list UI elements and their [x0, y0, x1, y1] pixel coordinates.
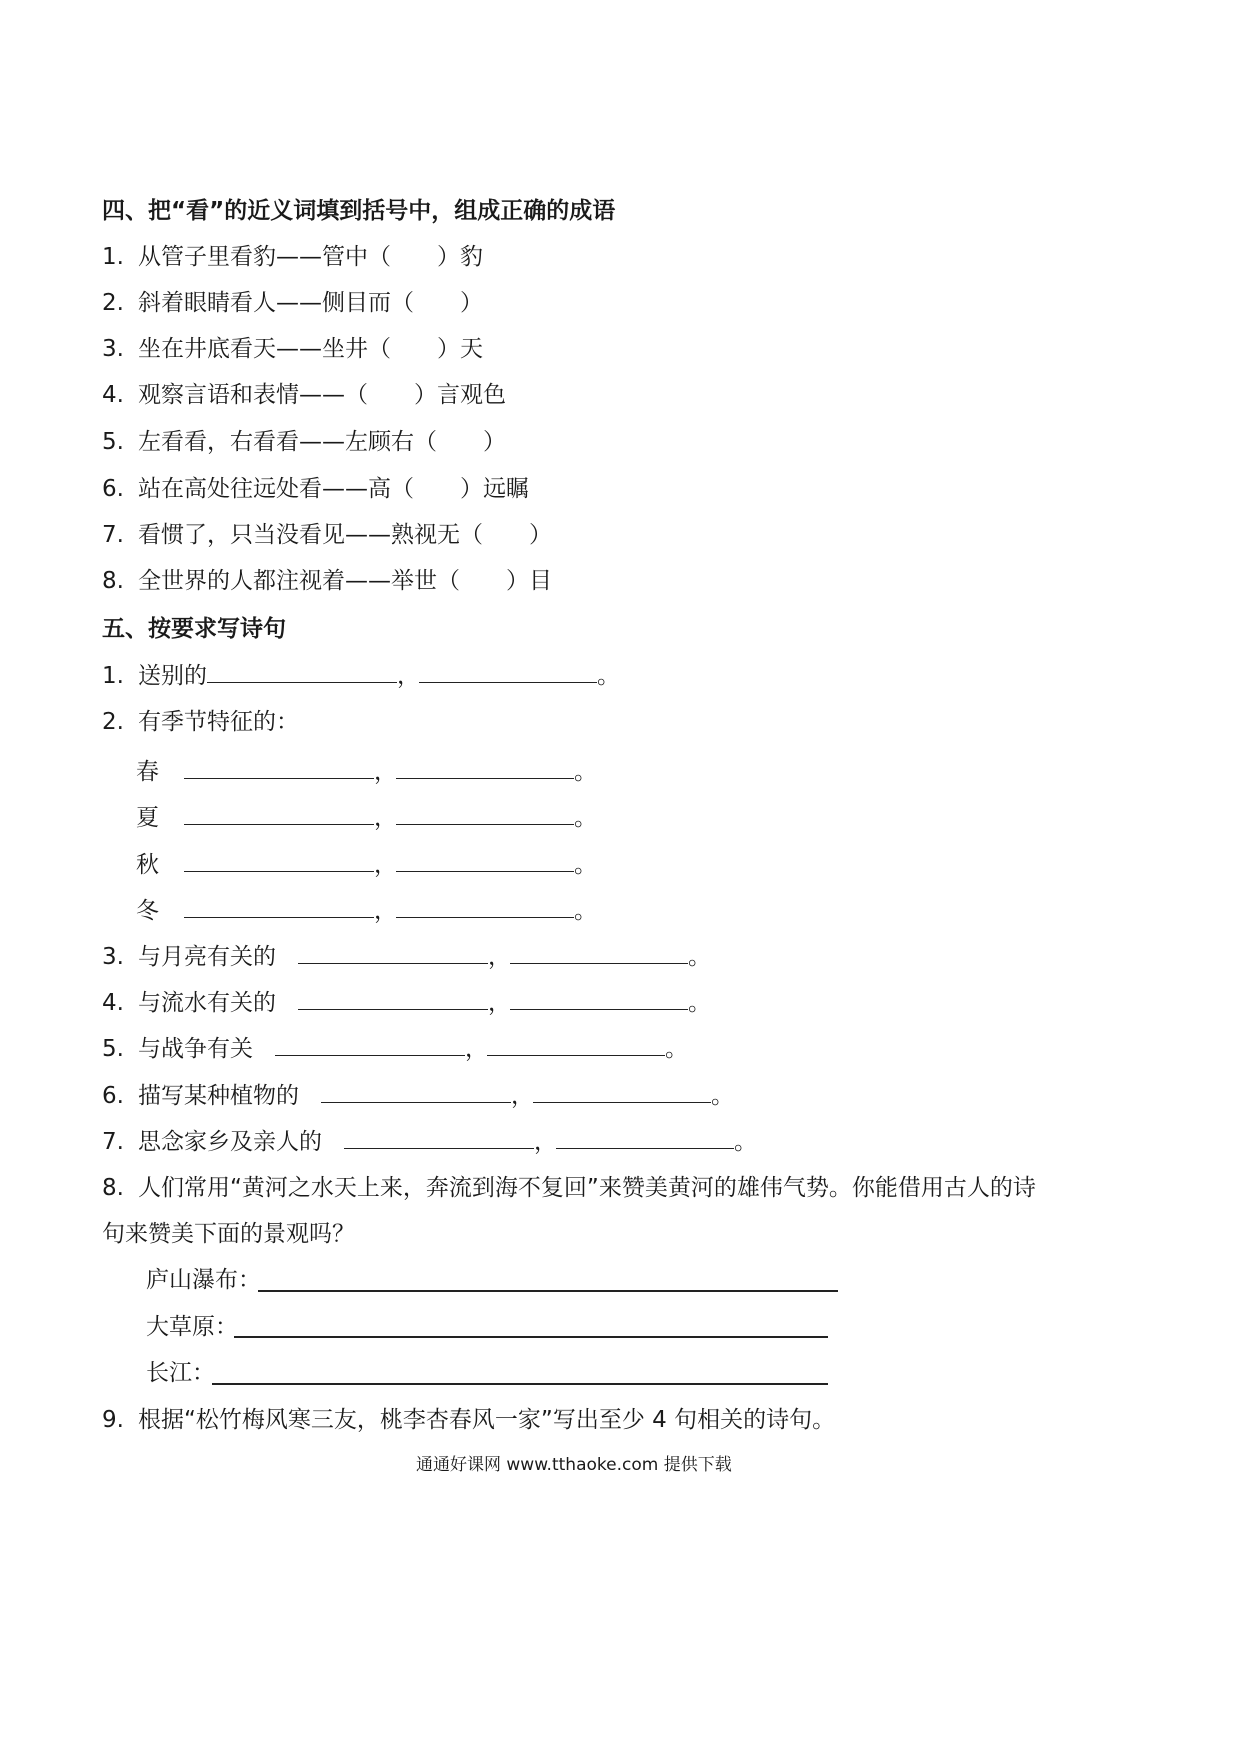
- answer-blank[interactable]: [207, 660, 397, 683]
- period: 。: [688, 990, 711, 1016]
- item-text: 斜着眼睛看人——侧目而（ ）: [138, 290, 483, 316]
- period: 。: [734, 1129, 757, 1155]
- comma: ，: [397, 663, 420, 689]
- answer-blank[interactable]: [419, 660, 597, 683]
- list-item: [102, 288, 483, 318]
- item-number: 1.: [102, 663, 124, 689]
- answer-blank[interactable]: [184, 802, 374, 825]
- question-7: [102, 1126, 757, 1157]
- question-text: 根据“松竹梅风寒三友，桃李杏春风一家”写出至少 4 句相关的诗句。: [138, 1407, 836, 1433]
- question-text: 思念家乡及亲人的: [138, 1129, 322, 1155]
- footer-text: 通通好课网 www.tthaoke.com 提供下载: [416, 1455, 732, 1475]
- item-number: 2.: [102, 709, 124, 735]
- period: 。: [574, 852, 597, 878]
- answer-line[interactable]: [212, 1383, 828, 1385]
- answer-blank[interactable]: [298, 941, 488, 964]
- comma: ，: [374, 852, 397, 878]
- item-number: 5.: [102, 429, 124, 455]
- period: 。: [574, 805, 597, 831]
- item-number: 6.: [102, 1083, 124, 1109]
- period: 。: [665, 1036, 688, 1062]
- comma: ，: [488, 944, 511, 970]
- question-text: 与战争有关: [138, 1036, 253, 1062]
- section-5-heading: 五、按要求写诗句: [102, 616, 286, 642]
- item-text: 坐在井底看天——坐井（ ）天: [138, 336, 483, 362]
- season-label: 秋: [136, 852, 159, 878]
- answer-line[interactable]: [234, 1336, 828, 1338]
- answer-line[interactable]: [258, 1290, 838, 1292]
- season-label: 春: [136, 759, 159, 785]
- answer-blank[interactable]: [184, 895, 374, 918]
- item-number: 4.: [102, 382, 124, 408]
- answer-blank[interactable]: [556, 1126, 734, 1149]
- question-3: [102, 941, 711, 972]
- answer-blank[interactable]: [510, 941, 688, 964]
- question-text: 与流水有关的: [138, 990, 276, 1016]
- comma: ，: [465, 1036, 488, 1062]
- item-text: 站在高处往远处看——高（ ）远瞩: [138, 476, 529, 502]
- question-9: [102, 1405, 835, 1435]
- question-text: 与月亮有关的: [138, 944, 276, 970]
- item-number: 4.: [102, 990, 124, 1016]
- item-text: 观察言语和表情——（ ）言观色: [138, 382, 506, 408]
- season-row: [136, 895, 597, 926]
- question-4: [102, 987, 711, 1018]
- answer-blank[interactable]: [533, 1080, 711, 1103]
- period: 。: [688, 944, 711, 970]
- question-6: [102, 1080, 734, 1111]
- answer-blank[interactable]: [298, 987, 488, 1010]
- list-item: [102, 427, 506, 457]
- period: 。: [711, 1083, 734, 1109]
- item-number: 7.: [102, 1129, 124, 1155]
- comma: ，: [374, 898, 397, 924]
- section-4-heading: 四、把“看”的近义词填到括号中，组成正确的成语: [102, 198, 616, 224]
- question-8-continued: 句来赞美下面的景观吗？: [102, 1221, 355, 1247]
- period: 。: [597, 663, 620, 689]
- season-row: [136, 756, 597, 787]
- item-number: 8.: [102, 1175, 124, 1201]
- list-item: [102, 380, 506, 410]
- comma: ，: [374, 759, 397, 785]
- item-number: 3.: [102, 944, 124, 970]
- answer-blank[interactable]: [396, 849, 574, 872]
- answer-blank[interactable]: [344, 1126, 534, 1149]
- item-text: 左看看，右看看——左顾右（ ）: [138, 429, 506, 455]
- period: 。: [574, 898, 597, 924]
- question-text: 人们常用“黄河之水天上来，奔流到海不复回”来赞美黄河的雄伟气势。你能借用古人的诗: [138, 1175, 1036, 1201]
- answer-blank[interactable]: [184, 849, 374, 872]
- period: 。: [574, 759, 597, 785]
- place-label-yangtze: 长江：: [146, 1360, 215, 1386]
- season-label: 夏: [136, 805, 159, 831]
- item-number: 2.: [102, 290, 124, 316]
- answer-blank[interactable]: [487, 1033, 665, 1056]
- item-number: 6.: [102, 476, 124, 502]
- item-text: 看惯了，只当没看见——熟视无（ ）: [138, 522, 552, 548]
- item-number: 8.: [102, 568, 124, 594]
- item-text: 从管子里看豹——管中（ ）豹: [138, 244, 483, 270]
- question-text: 有季节特征的：: [138, 709, 299, 735]
- list-item: [102, 474, 529, 504]
- place-label-grassland: 大草原：: [146, 1314, 238, 1340]
- answer-blank[interactable]: [321, 1080, 511, 1103]
- comma: ，: [374, 805, 397, 831]
- place-label-lushan: 庐山瀑布：: [146, 1267, 261, 1293]
- answer-blank[interactable]: [275, 1033, 465, 1056]
- comma: ，: [488, 990, 511, 1016]
- question-2: [102, 707, 299, 737]
- answer-blank[interactable]: [396, 756, 574, 779]
- season-label: 冬: [136, 898, 159, 924]
- list-item: [102, 566, 552, 596]
- season-row: [136, 802, 597, 833]
- answer-blank[interactable]: [184, 756, 374, 779]
- item-number: 5.: [102, 1036, 124, 1062]
- question-text: 描写某种植物的: [138, 1083, 299, 1109]
- item-number: 3.: [102, 336, 124, 362]
- item-number: 9.: [102, 1407, 124, 1433]
- list-item: [102, 334, 483, 364]
- comma: ，: [511, 1083, 534, 1109]
- question-1: [102, 660, 620, 691]
- question-text: 送别的: [138, 663, 207, 689]
- season-row: [136, 849, 597, 880]
- item-text: 全世界的人都注视着——举世（ ）目: [138, 568, 552, 594]
- item-number: 7.: [102, 522, 124, 548]
- answer-blank[interactable]: [396, 895, 574, 918]
- list-item: [102, 242, 483, 272]
- comma: ，: [534, 1129, 557, 1155]
- answer-blank[interactable]: [510, 987, 688, 1010]
- question-8: [102, 1173, 1036, 1203]
- list-item: [102, 520, 552, 550]
- answer-blank[interactable]: [396, 802, 574, 825]
- question-5: [102, 1033, 688, 1064]
- item-number: 1.: [102, 244, 124, 270]
